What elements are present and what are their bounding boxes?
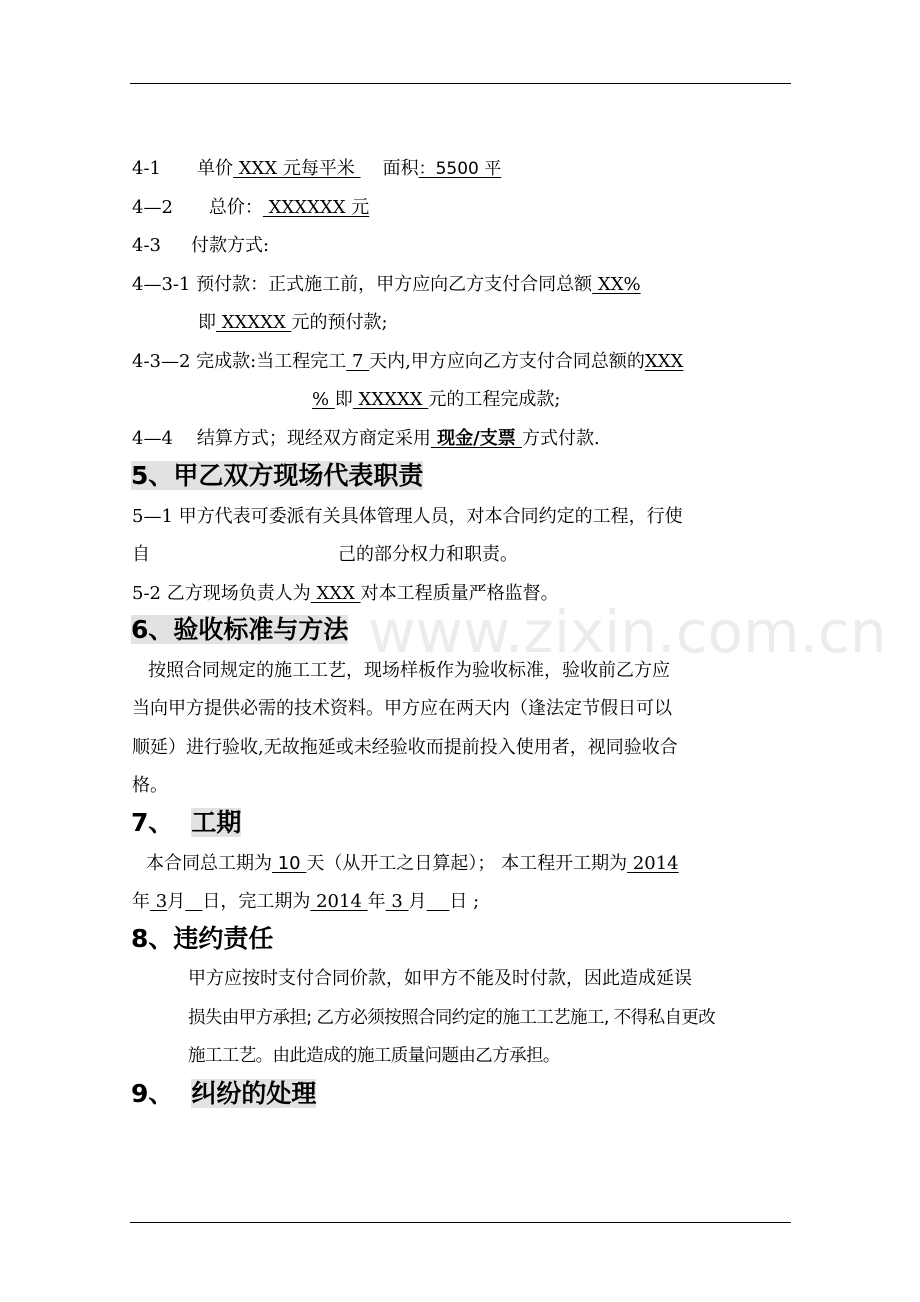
- start-month: 3: [150, 891, 168, 912]
- duration-days: 10: [272, 853, 307, 874]
- section-5-title: 5、甲乙双方现场代表职责: [131, 461, 424, 490]
- section-8-text: 甲方应按时支付合同价款，如甲方不能及时付款，因此造成延误: [188, 968, 692, 989]
- section-7-line-1: [146, 852, 679, 876]
- clause-4-1: [132, 157, 501, 181]
- section-8-title: 8、违约责任: [131, 924, 274, 953]
- clause-5-1-text: 5—1 甲方代表可委派有关具体管理人员，对本合同约定的工程，行使: [132, 506, 683, 527]
- total-price-value: XXXXXX 元: [262, 197, 370, 218]
- header-rule: [130, 83, 791, 84]
- clause-5-1: [132, 505, 683, 529]
- start-year: 2014: [627, 853, 679, 874]
- section-6-text: 按照合同规定的施工工艺，现场样板作为验收标准，验收前乙方应: [148, 660, 670, 681]
- clause-4-3-2: [132, 350, 683, 374]
- end-year: 2014: [310, 891, 368, 912]
- clause-4-3-2-cont: [312, 388, 560, 412]
- section-6-text: 当向甲方提供必需的技术资料。甲方应在两天内（逢法定节假日可以: [132, 698, 672, 719]
- clause-number: 4—4: [132, 428, 173, 449]
- section-8-text: 损失由甲方承担; 乙方必须按照合同约定的施工工艺施工, 不得私自更改: [188, 1008, 716, 1028]
- footer-rule: [130, 1222, 791, 1223]
- unit-price-label: 单价: [197, 158, 233, 179]
- section-7-line-2: [132, 890, 479, 914]
- clause-4-2: [132, 196, 369, 220]
- start-day-blank: [185, 891, 202, 912]
- settlement-text: 结算方式；现经双方商定采用: [196, 428, 431, 449]
- settlement-method: 现金/支票: [430, 428, 523, 449]
- clause-4-3-1-cont: [198, 311, 388, 335]
- section-8-line-3: [188, 1044, 560, 1068]
- clause-4-3-1: [132, 273, 641, 297]
- section-6-line-3: [132, 736, 678, 760]
- section-8-text: 施工工艺。由此造成的施工质量问题由乙方承担。: [188, 1046, 560, 1066]
- section-6-line-1: [148, 659, 670, 683]
- clause-5-1-cont: [132, 543, 518, 567]
- settlement-tail: 方式付款.: [522, 428, 600, 449]
- clause-5-1-right: 己的部分权力和职责。: [338, 544, 518, 565]
- prepayment-percent: XX%: [592, 274, 641, 295]
- completion-percent: %: [312, 389, 335, 410]
- end-month-unit: 月: [408, 891, 427, 912]
- section-6-title: 6、验收标准与方法: [131, 615, 349, 644]
- prepayment-amount: XXXXX: [216, 312, 292, 333]
- start-year-unit: 年: [132, 891, 150, 912]
- area-label: 面积: [382, 158, 419, 179]
- section-6-text: 顺延）进行验收,无故拖延或未经验收而提前投入使用者，视同验收合: [132, 737, 678, 758]
- clause-5-1-left: 自: [132, 544, 150, 565]
- clause-5-2: [132, 582, 559, 606]
- end-month: 3: [385, 891, 409, 912]
- section-7-number: 7、: [131, 808, 174, 837]
- completion-text: 4-3—2 完成款:当工程完工: [132, 351, 347, 372]
- completion-ji: 即: [334, 389, 353, 410]
- section-7-heading: [131, 806, 241, 840]
- completion-days: 7: [346, 351, 370, 372]
- end-day-unit: 日 ;: [449, 891, 480, 912]
- section-9-number: 9、: [131, 1079, 174, 1108]
- clause-4-4: [132, 427, 600, 451]
- completion-xxx: XXX: [644, 351, 684, 372]
- section-9-heading: [131, 1077, 316, 1111]
- end-label: 日，完工期为: [202, 891, 311, 912]
- duration-mid: 天（从开工之日算起）； 本工程开工期为: [306, 853, 628, 874]
- completion-mid: 天内,甲方应向乙方支付合同总额的: [369, 351, 645, 372]
- end-day-blank: [427, 891, 450, 912]
- clause-number: 4-1: [132, 158, 161, 179]
- clause-number: 4—2: [132, 197, 173, 218]
- payment-method-label: 付款方式:: [191, 235, 270, 256]
- area-value: ：5500 平: [418, 159, 502, 179]
- start-month-unit: 月: [167, 891, 186, 912]
- section-6-heading: [131, 613, 348, 647]
- prepayment-tail: 元的预付款;: [291, 312, 388, 333]
- section-6-line-4: [132, 774, 168, 798]
- prepayment-text: 4—3-1 预付款：正式施工前，甲方应向乙方支付合同总额: [132, 274, 593, 295]
- unit-price-value: XXX 元每平米: [233, 158, 361, 179]
- section-7-title: 工期: [191, 808, 242, 837]
- completion-amount: XXXXX: [352, 389, 429, 410]
- section-8-heading: [131, 922, 273, 956]
- completion-tail: 元的工程完成款;: [428, 389, 561, 410]
- end-year-unit: 年: [367, 891, 386, 912]
- clause-number: 4-3: [132, 235, 161, 256]
- watermark: www.zixin.com.cn: [368, 598, 887, 666]
- total-price-label: 总价：: [208, 197, 263, 218]
- section-9-title: 纠纷的处理: [191, 1079, 317, 1108]
- site-manager-name: XXX: [310, 583, 361, 604]
- clause-5-2-tail: 对本工程质量严格监督。: [360, 583, 559, 604]
- section-8-line-2: [188, 1006, 715, 1030]
- prepayment-ji: 即: [198, 312, 216, 333]
- clause-5-2-text: 5-2 乙方现场负责人为: [132, 583, 311, 604]
- section-8-line-1: [188, 967, 692, 991]
- section-6-text: 格。: [132, 775, 168, 796]
- clause-4-3: [132, 234, 269, 258]
- duration-label: 本合同总工期为: [146, 853, 272, 874]
- section-6-line-2: [132, 697, 672, 721]
- section-5-heading: [131, 459, 423, 493]
